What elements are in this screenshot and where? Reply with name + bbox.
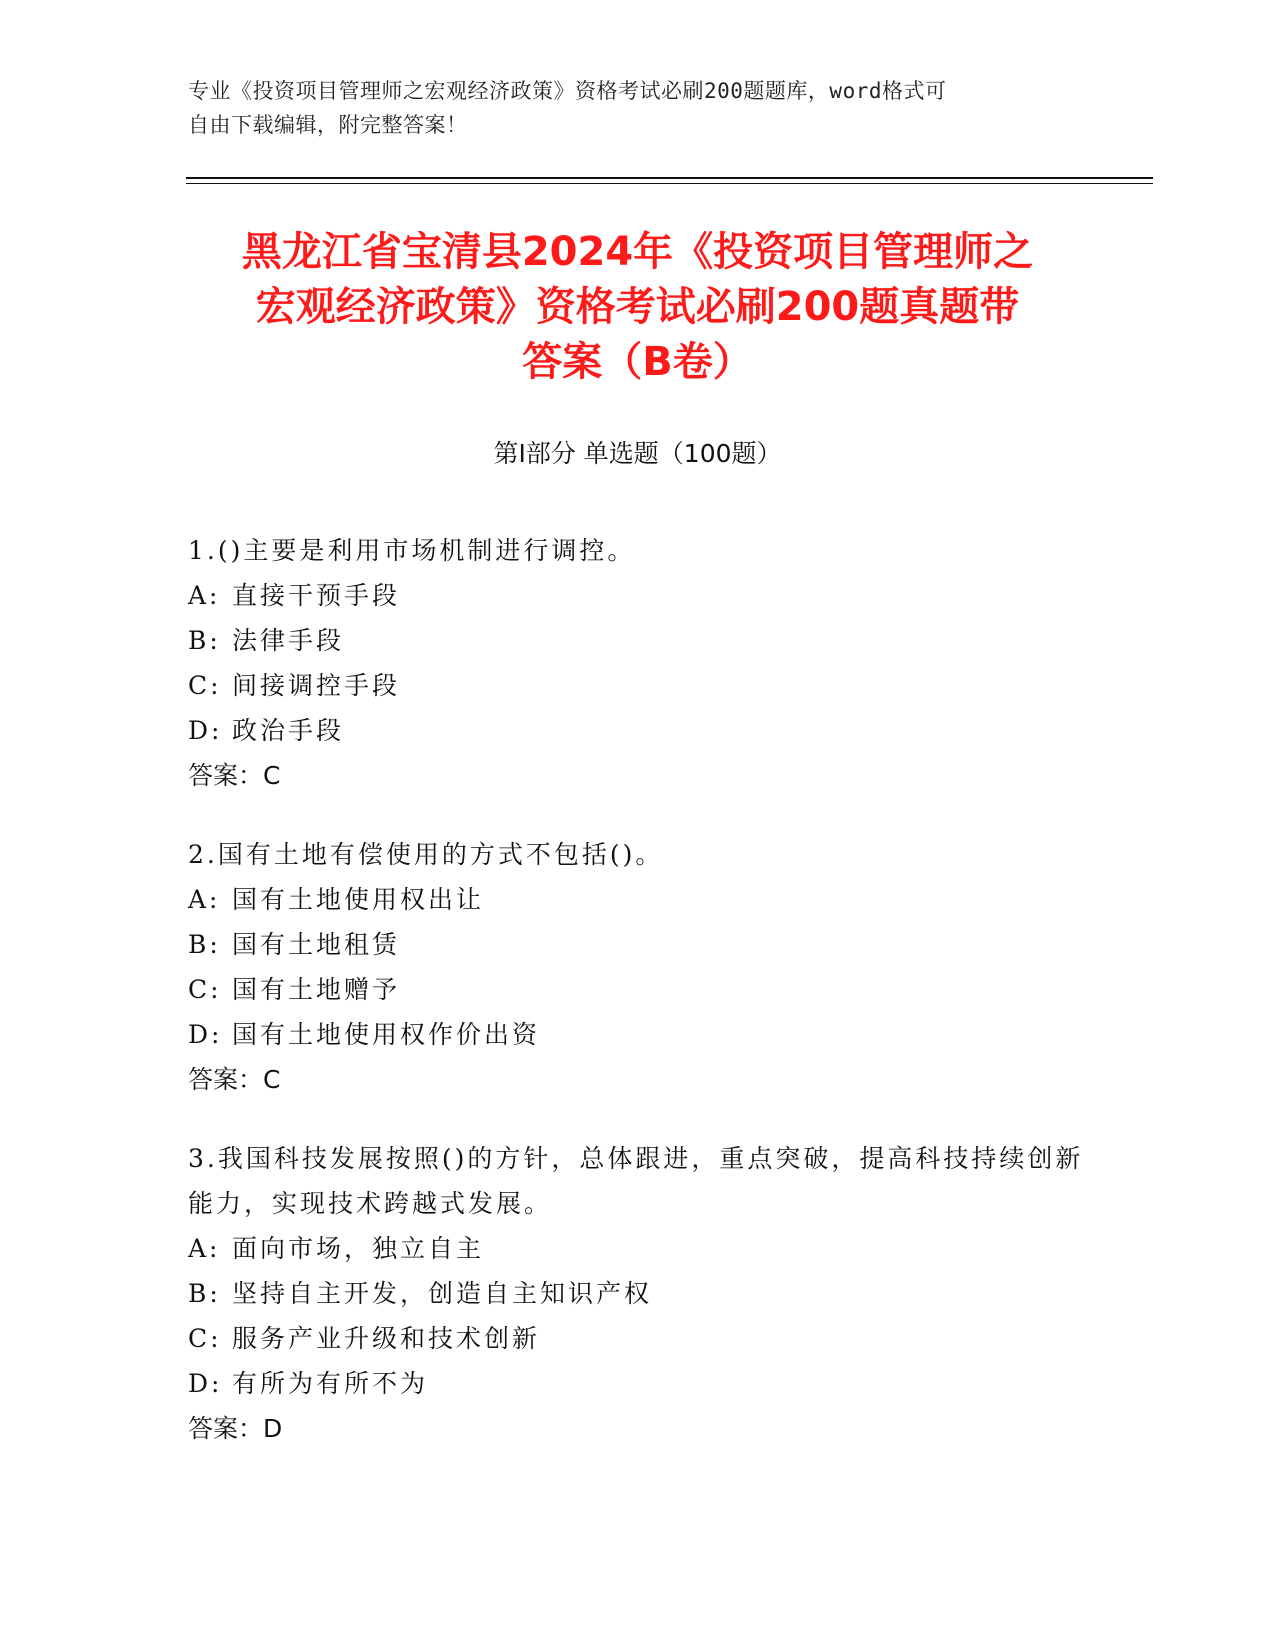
header-note [188, 74, 1068, 142]
option-letter: B: [188, 1279, 221, 1308]
question-stem: 1.()主要是利用市场机制进行调控。 [188, 536, 636, 565]
option-letter: D: [188, 1369, 223, 1398]
option-c [188, 663, 1088, 708]
header-divider-thin [186, 183, 1153, 184]
option-c [188, 1316, 1088, 1361]
option-text: 面向市场，独立自主 [232, 1234, 485, 1263]
option-letter: A: [188, 581, 221, 610]
option-text: 有所为有所不为 [232, 1369, 429, 1398]
option-text: 国有土地使用权出让 [232, 885, 485, 914]
option-d [188, 1012, 1088, 1057]
option-text: 国有土地租赁 [232, 930, 401, 959]
option-d [188, 1361, 1088, 1406]
question-stem: 2.国有土地有偿使用的方式不包括()。 [188, 840, 664, 869]
document-title-line-1: 黑龙江省宝清县2024年《投资项目管理师之 [241, 229, 1034, 275]
question-stem: 3.我国科技发展按照()的方针，总体跟进，重点突破，提高科技持续创新能力，实现技术跨越式发展。 [188, 1144, 1084, 1218]
option-d [188, 708, 1088, 753]
option-letter: D: [188, 716, 223, 745]
option-text: 间接调控手段 [232, 671, 401, 700]
option-letter: C: [188, 671, 222, 700]
answer: 答案：D [188, 1414, 283, 1443]
option-a [188, 877, 1088, 922]
option-text: 坚持自主开发，创造自主知识产权 [232, 1279, 653, 1308]
option-a [188, 573, 1088, 618]
document-title [150, 225, 1125, 390]
section-title: 第Ⅰ部分 单选题（100题） [493, 439, 782, 468]
option-text: 直接干预手段 [232, 581, 401, 610]
question-3 [188, 1136, 1088, 1451]
option-b [188, 618, 1088, 663]
option-text: 国有土地使用权作价出资 [232, 1020, 541, 1049]
option-letter: B: [188, 626, 221, 655]
option-letter: C: [188, 1324, 222, 1353]
header-note-line-1: 专业《投资项目管理师之宏观经济政策》资格考试必刷200题题库，word格式可 [188, 79, 947, 103]
document-title-line-3: 答案（B卷） [522, 339, 753, 385]
option-letter: B: [188, 930, 221, 959]
question-1 [188, 528, 1088, 798]
option-text: 国有土地赠予 [232, 975, 401, 1004]
option-letter: D: [188, 1020, 223, 1049]
option-text: 法律手段 [232, 626, 345, 655]
option-a [188, 1226, 1088, 1271]
option-letter: C: [188, 975, 222, 1004]
option-text: 政治手段 [232, 716, 345, 745]
header-divider-thick [186, 177, 1153, 179]
option-c [188, 967, 1088, 1012]
option-b [188, 922, 1088, 967]
option-letter: A: [188, 885, 221, 914]
option-letter: A: [188, 1234, 221, 1263]
question-2 [188, 832, 1088, 1102]
document-title-line-2: 宏观经济政策》资格考试必刷200题真题带 [255, 284, 1020, 330]
option-b [188, 1271, 1088, 1316]
answer: 答案：C [188, 761, 281, 790]
option-text: 服务产业升级和技术创新 [232, 1324, 541, 1353]
header-note-line-2: 自由下载编辑，附完整答案！ [188, 113, 468, 137]
question-list [188, 528, 1088, 1485]
answer: 答案：C [188, 1065, 281, 1094]
